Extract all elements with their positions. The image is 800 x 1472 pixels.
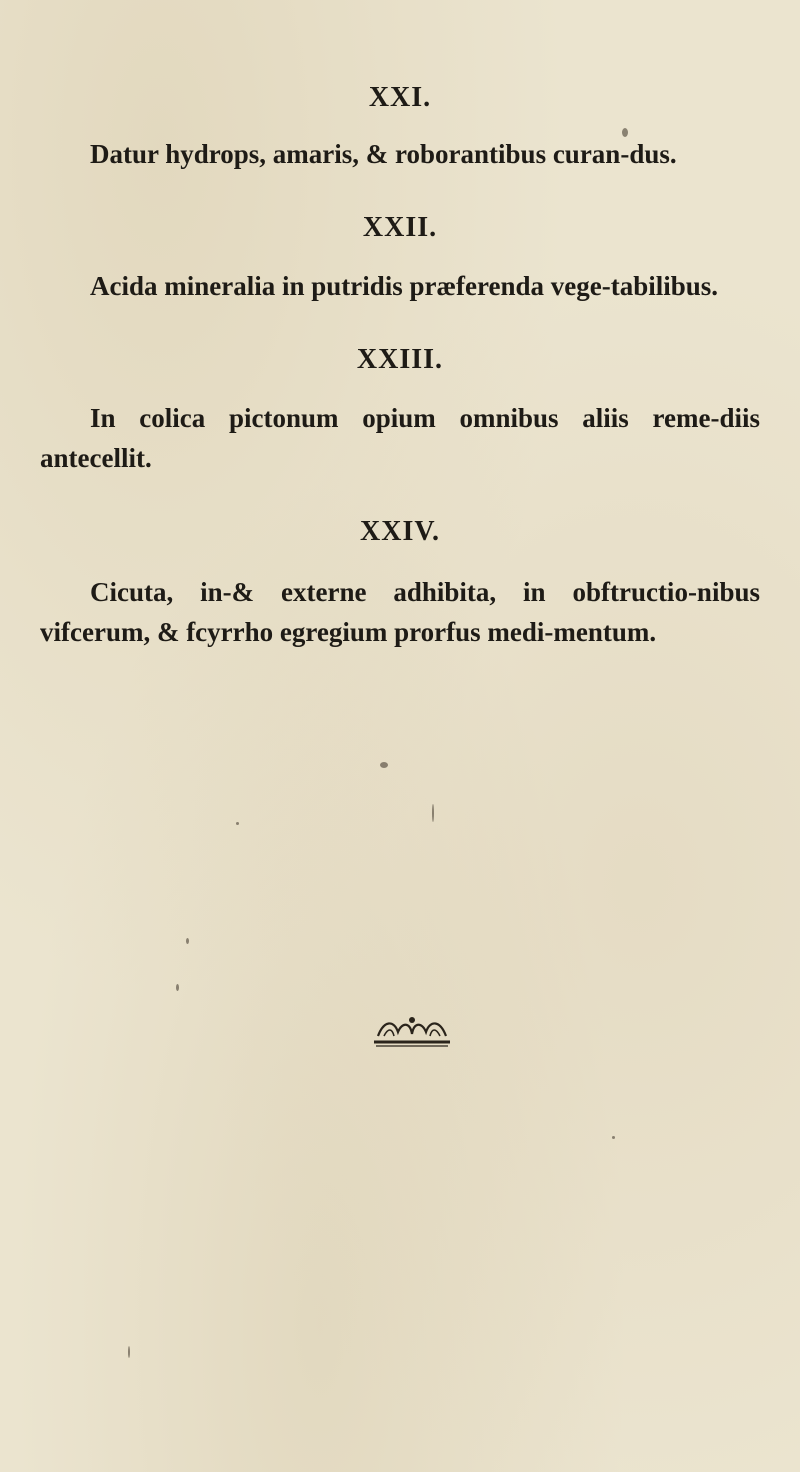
section-heading-xxiii: XXIII. [356, 344, 444, 375]
paper-speck [186, 938, 189, 944]
section-text-xxi: Datur hydrops, amaris, & roborantibus curan-dus. [90, 139, 677, 169]
paper-speck [128, 1346, 130, 1358]
paper-speck [380, 762, 388, 768]
paper-speck [236, 822, 239, 825]
paper-speck [176, 984, 179, 991]
section-text-xxiii: In colica pictonum opium omnibus aliis reme-diis antecellit. [40, 403, 760, 473]
paper-speck [432, 804, 434, 822]
text-block [40, 78, 760, 652]
paper-speck [622, 128, 628, 137]
section-heading-xxii: XXII. [362, 212, 438, 243]
paper-speck [612, 1136, 615, 1139]
section-text-xxiv: Cicuta, in-& externe adhibita, in obftructio-nibus vifcerum, & fcyrrho egregium prorfus medi-mentum. [40, 577, 760, 647]
section-heading-xxiv: XXIV. [360, 516, 440, 547]
section-text-xxii: Acida mineralia in putridis præferenda vege-tabilibus. [90, 271, 719, 301]
section-heading-xxi: XXI. [368, 82, 432, 113]
printer-ornament-icon [370, 1012, 454, 1048]
